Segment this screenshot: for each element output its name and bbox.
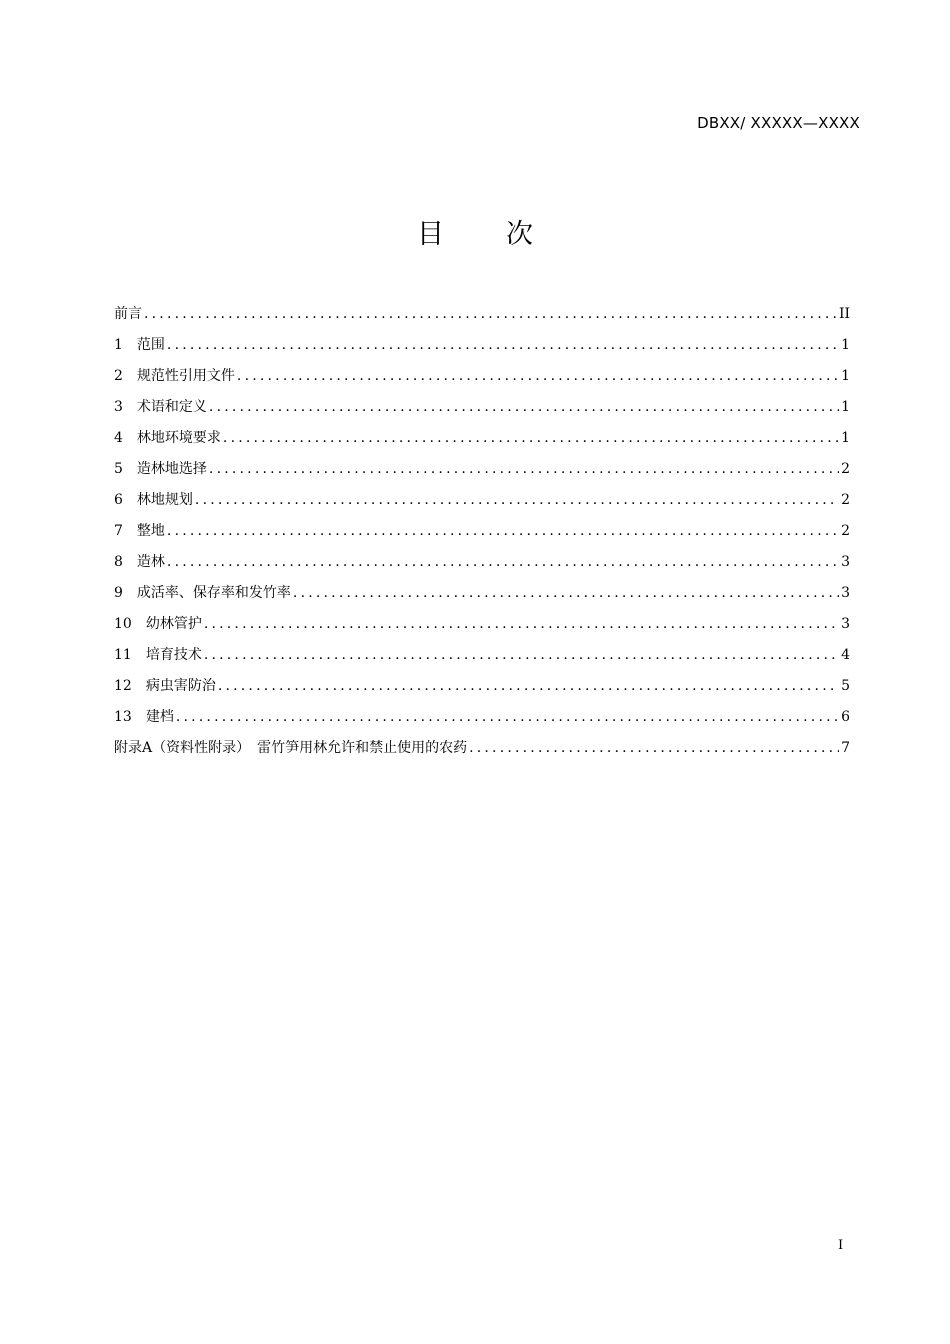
toc-entry-number: 7 — [114, 523, 123, 539]
toc-entry-title: 造林 — [136, 554, 165, 570]
toc-leader-dots — [204, 612, 839, 636]
toc-entry-page: 3 — [841, 616, 850, 632]
toc-entry-page: 1 — [841, 399, 850, 415]
toc-leader-dots — [469, 736, 839, 760]
toc-entry-title: 病虫害防治 — [145, 678, 216, 694]
toc-leader-dots — [204, 643, 839, 667]
toc-entry-title: 前言 — [114, 306, 142, 322]
toc-entry-foreword[interactable] — [114, 302, 850, 333]
toc-entry-4[interactable] — [114, 426, 850, 457]
toc-leader-dots — [144, 302, 837, 326]
toc-leader-dots — [218, 674, 839, 698]
toc-leader-dots — [167, 333, 839, 357]
toc-entry-number: 3 — [114, 399, 123, 415]
toc-entry-page: 2 — [841, 461, 850, 477]
toc-entry-number: 11 — [114, 647, 132, 663]
toc-leader-dots — [209, 395, 839, 419]
page-number: I — [838, 1238, 844, 1253]
toc-entry-title: 培育技术 — [145, 647, 202, 663]
table-of-contents — [114, 302, 850, 767]
toc-entry-8[interactable] — [114, 550, 850, 581]
toc-entry-page: 1 — [841, 430, 850, 446]
toc-entry-title: 成活率、保存率和发竹率 — [136, 585, 291, 601]
document-code: DBXX/ XXXXX—XXXX — [697, 114, 860, 132]
toc-entry-title: 范围 — [136, 337, 165, 353]
toc-leader-dots — [176, 705, 839, 729]
toc-entry-12[interactable] — [114, 674, 850, 705]
toc-entry-page: II — [838, 306, 850, 322]
toc-entry-page: 2 — [841, 523, 850, 539]
toc-entry-number: 2 — [114, 368, 123, 384]
toc-leader-dots — [209, 457, 839, 481]
toc-entry-title: 造林地选择 — [136, 461, 207, 477]
toc-entry-page: 1 — [841, 337, 850, 353]
toc-leader-dots — [195, 488, 839, 512]
toc-entry-3[interactable] — [114, 395, 850, 426]
toc-leader-dots — [223, 426, 839, 450]
toc-title: 目次 — [417, 219, 595, 250]
toc-entry-page: 3 — [841, 585, 850, 601]
toc-entry-9[interactable] — [114, 581, 850, 612]
toc-entry-number: 8 — [114, 554, 123, 570]
toc-entry-title: 规范性引用文件 — [136, 368, 235, 384]
toc-entry-13[interactable] — [114, 705, 850, 736]
toc-entry-page: 3 — [841, 554, 850, 570]
toc-entry-title: 术语和定义 — [136, 399, 207, 415]
toc-entry-number: 1 — [114, 337, 123, 353]
toc-entry-number: 10 — [114, 616, 132, 632]
toc-entry-number: 9 — [114, 585, 123, 601]
toc-entry-1[interactable] — [114, 333, 850, 364]
toc-entry-11[interactable] — [114, 643, 850, 674]
toc-entry-page: 6 — [841, 709, 850, 725]
toc-entry-2[interactable] — [114, 364, 850, 395]
toc-entry-6[interactable] — [114, 488, 850, 519]
toc-entry-title: 建档 — [145, 709, 174, 725]
toc-leader-dots — [167, 519, 839, 543]
toc-entry-number: 5 — [114, 461, 123, 477]
toc-entry-page: 7 — [841, 740, 850, 756]
toc-entry-number: 4 — [114, 430, 123, 446]
toc-entry-number: 13 — [114, 709, 132, 725]
toc-entry-appendix-a[interactable] — [114, 736, 850, 767]
toc-entry-page: 4 — [841, 647, 850, 663]
toc-leader-dots — [167, 550, 839, 574]
toc-entry-title: 林地环境要求 — [136, 430, 221, 446]
toc-entry-title: 附录A（资料性附录） 雷竹笋用林允许和禁止使用的农药 — [114, 740, 468, 756]
toc-entry-page: 1 — [841, 368, 850, 384]
toc-entry-title: 整地 — [136, 523, 165, 539]
toc-entry-title: 幼林管护 — [145, 616, 202, 632]
toc-entry-number: 6 — [114, 492, 123, 508]
toc-entry-page: 5 — [841, 678, 850, 694]
toc-leader-dots — [237, 364, 839, 388]
toc-entry-5[interactable] — [114, 457, 850, 488]
toc-entry-number: 12 — [114, 678, 132, 694]
toc-leader-dots — [293, 581, 839, 605]
toc-entry-page: 2 — [841, 492, 850, 508]
toc-entry-7[interactable] — [114, 519, 850, 550]
toc-entry-10[interactable] — [114, 612, 850, 643]
toc-entry-title: 林地规划 — [136, 492, 193, 508]
